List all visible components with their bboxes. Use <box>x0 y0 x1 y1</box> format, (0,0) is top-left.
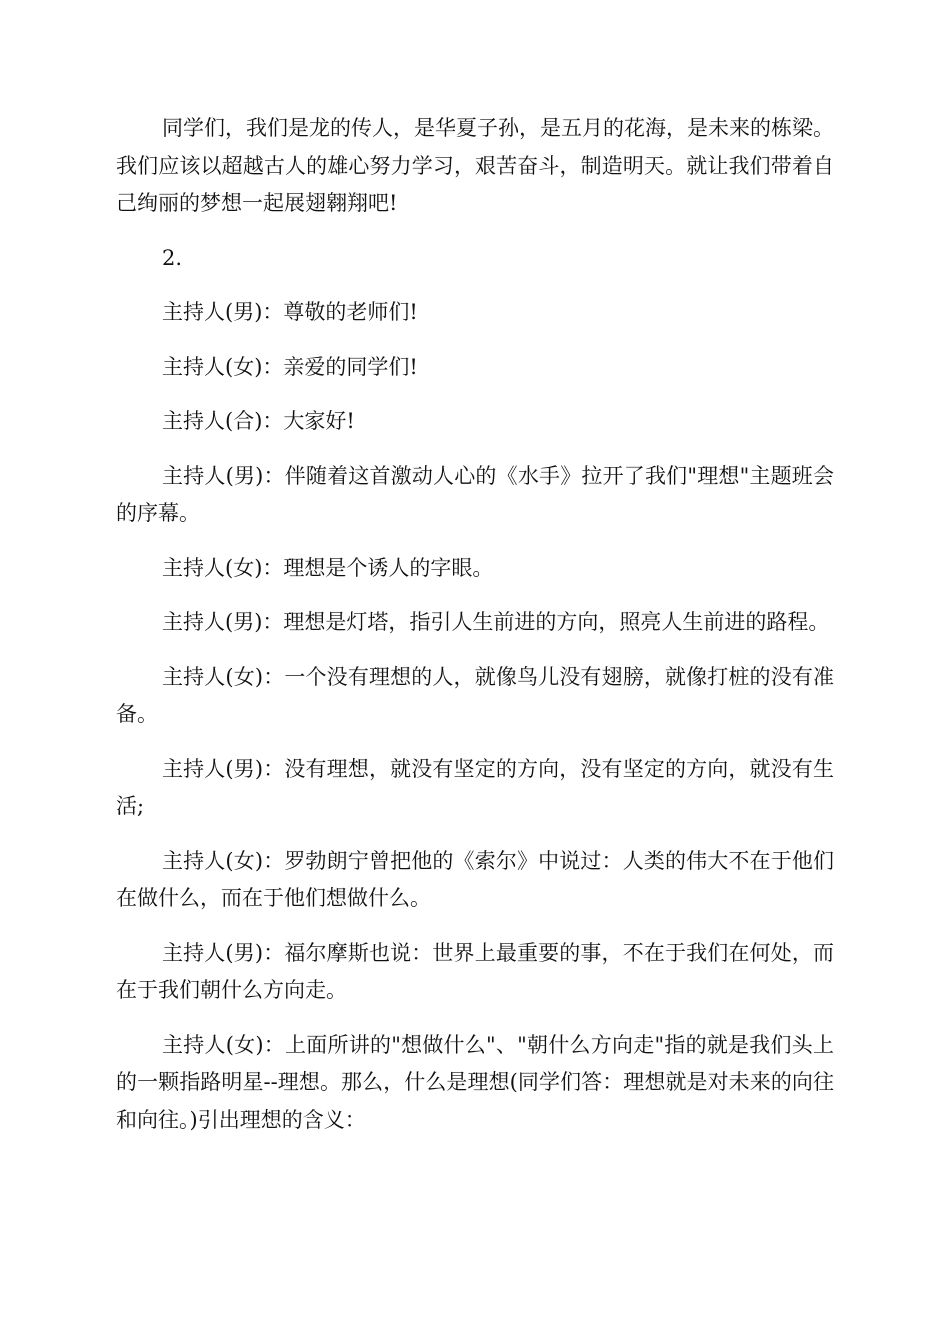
dialogue-line: 主持人(女)：上面所讲的"想做什么"、"朝什么方向走"指的就是我们头上的一颗指路明星--理想。那么，什么是理想(同学们答：理想就是对未来的向往和向往。)引出理想的含义： <box>116 1032 834 1132</box>
dialogue-line: 主持人(女)：亲爱的同学们! <box>162 354 418 379</box>
dialogue-line: 主持人(男)：伴随着这首激动人心的《水手》拉开了我们"理想"主题班会的序幕。 <box>116 463 834 525</box>
dialogue-line: 主持人(女)：一个没有理想的人，就像鸟儿没有翅膀，就像打桩的没有准备。 <box>116 664 834 726</box>
dialogue-line: 主持人(男)：没有理想，就没有坚定的方向，没有坚定的方向，就没有生活; <box>116 756 834 818</box>
document-page <box>116 110 834 1156</box>
dialogue-line: 主持人(男)：理想是灯塔，指引人生前进的方向，照亮人生前进的路程。 <box>162 610 830 634</box>
dialogue-line: 主持人(合)：大家好! <box>162 409 355 433</box>
section-number: 2. <box>162 245 183 270</box>
dialogue-line: 主持人(男)：福尔摩斯也说：世界上最重要的事，不在于我们在何处，而在于我们朝什么方向走。 <box>116 940 834 1002</box>
paragraph-closing-speech: 同学们，我们是龙的传人，是华夏子孙，是五月的花海，是未来的栋梁。我们应该以超越古人的雄心努力学习，艰苦奋斗，制造明天。就让我们带着自己绚丽的梦想一起展翅翱翔吧! <box>116 116 834 215</box>
dialogue-line: 主持人(女)：罗勃朗宁曾把他的《索尔》中说过：人类的伟大不在于他们在做什么，而在于他们想做什么。 <box>116 848 834 910</box>
dialogue-line: 主持人(女)：理想是个诱人的字眼。 <box>162 555 494 580</box>
dialogue-line: 主持人(男)：尊敬的老师们! <box>162 300 418 324</box>
